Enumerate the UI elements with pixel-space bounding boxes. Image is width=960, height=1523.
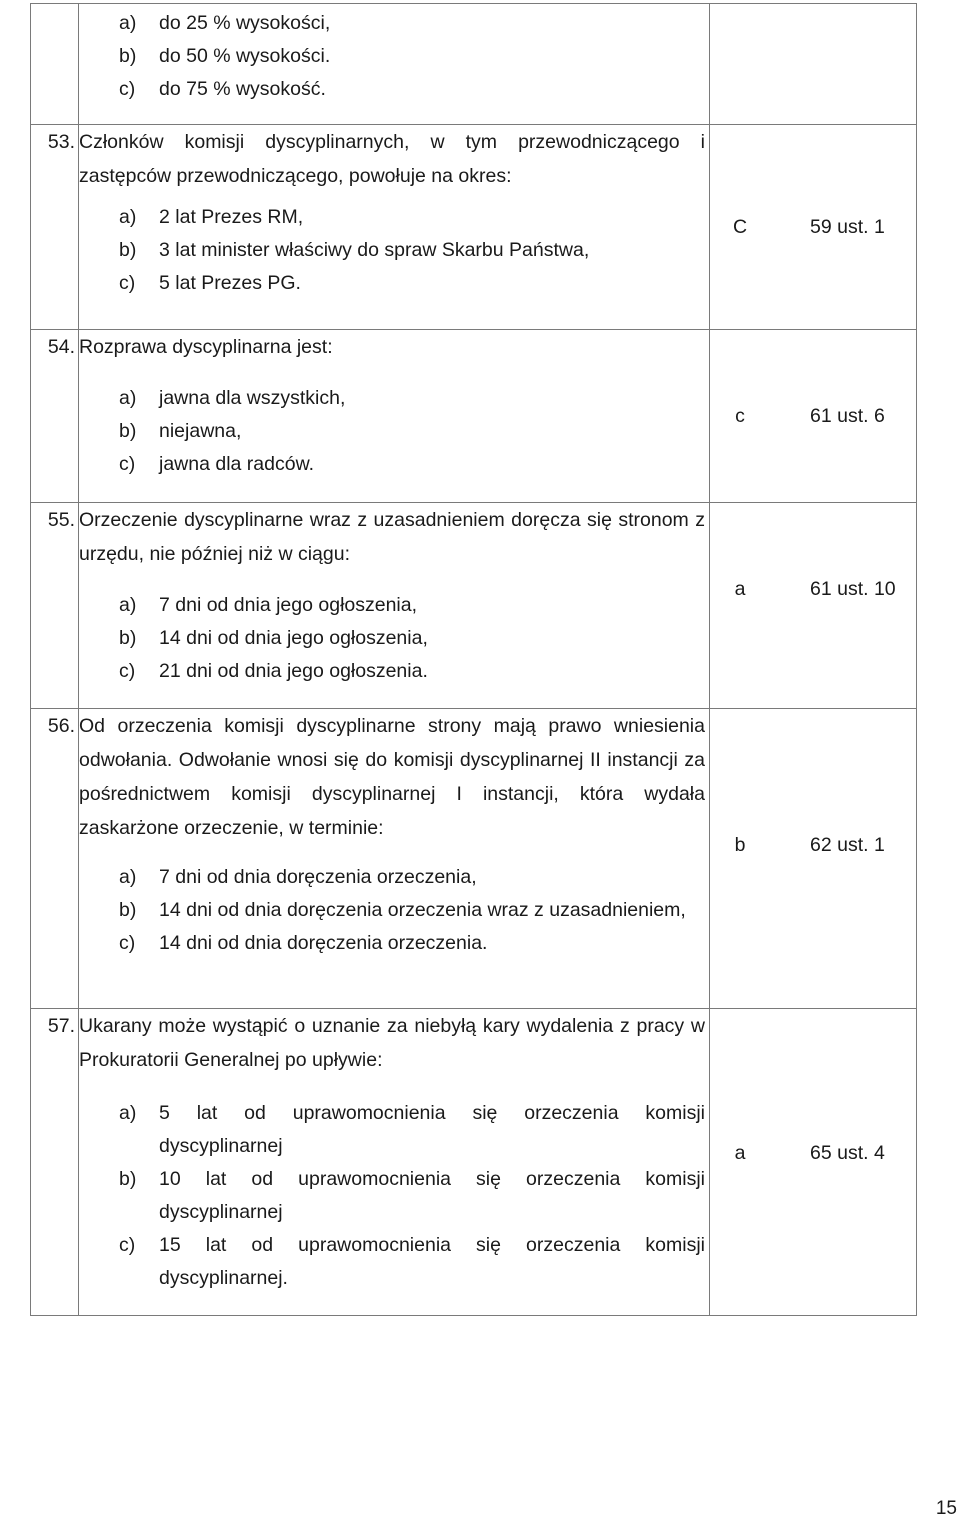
option-letter: b) (119, 420, 137, 442)
answer-reference: 61 ust. 6 (810, 404, 885, 427)
option-text: 14 dni od dnia doręczenia orzeczenia wraz z uzasadnieniem, (159, 899, 686, 921)
question-text: Orzeczenie dyscyplinarne wraz z uzasadnieniem doręcza się stronom z urzędu, nie później niż w ciągu: (79, 509, 705, 565)
list-item (79, 1229, 709, 1295)
option-text: 14 dni od dnia jego ogłoszenia, (159, 627, 428, 649)
option-letter: c) (119, 660, 136, 682)
answer-cell (710, 125, 917, 330)
table-row (31, 4, 917, 125)
list-item (79, 1097, 709, 1163)
option-text: 15 lat od uprawomocnienia się orzeczenia komisji dyscyplinarnej. (159, 1234, 705, 1289)
page-number: 15 (935, 1498, 957, 1519)
answer-key: a (734, 1142, 746, 1164)
option-letter: b) (119, 627, 137, 649)
question-number: 55. (47, 509, 75, 531)
question-cell (79, 709, 710, 1009)
table-row (31, 125, 917, 330)
option-letter: a) (119, 387, 137, 409)
question-number: 57. (47, 1015, 75, 1037)
option-text: 7 dni od dnia jego ogłoszenia, (159, 594, 418, 616)
question-cell (79, 330, 710, 503)
number-cell (31, 330, 79, 503)
option-letter: b) (119, 45, 137, 67)
question-cell (79, 4, 710, 125)
option-text: do 25 % wysokości, (159, 12, 331, 34)
question-number: 56. (47, 715, 75, 737)
list-item (79, 234, 709, 267)
question-text: Członków komisji dyscyplinarnych, w tym przewodniczącego i zastępców przewodniczącego, powołuje na okres: (79, 131, 705, 187)
list-item (79, 448, 709, 481)
answer-reference: 62 ust. 1 (810, 834, 885, 856)
answer-key: a (734, 578, 746, 600)
option-letter: b) (119, 1168, 137, 1190)
option-text: 7 dni od dnia doręczenia orzeczenia, (159, 866, 477, 888)
question-text: Od orzeczenia komisji dyscyplinarne strony mają prawo wniesienia odwołania. Odwołanie wnosi się do komisji dyscyplinarnej II instancji za pośrednictwem komisji dyscyplinarnej I instancji, która wydała zaskarżone orzeczenie, w terminie: (79, 715, 705, 839)
list-item (79, 40, 709, 73)
option-text: do 75 % wysokość. (159, 78, 326, 100)
question-cell (79, 503, 710, 709)
list-item (79, 655, 709, 688)
option-text: do 50 % wysokości. (159, 45, 331, 67)
answer-cell (710, 1009, 917, 1316)
option-text: 5 lat Prezes PG. (159, 272, 301, 294)
answer-reference: 59 ust. 1 (810, 215, 885, 238)
answer-reference: 65 ust. 4 (810, 1142, 885, 1164)
question-number: 54. (47, 336, 75, 358)
option-letter: b) (119, 239, 137, 261)
question-text: Ukarany może wystąpić o uznanie za niebyłą kary wydalenia z pracy w Prokuratorii Generalnej po upływie: (79, 1015, 705, 1071)
table-row (31, 330, 917, 503)
list-item (79, 622, 709, 655)
table-row (31, 503, 917, 709)
options-list (79, 1077, 709, 1295)
option-text: 10 lat od uprawomocnienia się orzeczenia komisji dyscyplinarnej (159, 1168, 705, 1223)
option-letter: c) (119, 1234, 136, 1256)
options-list (79, 845, 709, 960)
list-item (79, 415, 709, 448)
option-letter: a) (119, 866, 137, 888)
list-item (79, 201, 709, 234)
option-text: 5 lat od uprawomocnienia się orzeczenia komisji dyscyplinarnej (159, 1102, 705, 1157)
answer-cell (710, 503, 917, 709)
table-row (31, 1009, 917, 1316)
option-letter: a) (119, 12, 137, 34)
answer-cell (710, 330, 917, 503)
option-text: niejawna, (159, 420, 242, 442)
answer-key: b (734, 834, 746, 856)
number-cell (31, 709, 79, 1009)
answer-reference: 61 ust. 10 (810, 578, 896, 600)
answer-key: c (735, 404, 745, 427)
options-list (79, 571, 709, 688)
option-letter: c) (119, 272, 136, 294)
question-cell (79, 125, 710, 330)
list-item (79, 73, 709, 106)
option-text: 3 lat minister właściwy do spraw Skarbu Państwa, (159, 239, 590, 261)
option-text: 2 lat Prezes RM, (159, 206, 304, 228)
option-text: jawna dla wszystkich, (159, 387, 346, 409)
list-item (79, 267, 709, 300)
number-cell (31, 503, 79, 709)
list-item (79, 861, 709, 894)
list-item (79, 1163, 709, 1229)
list-item (79, 589, 709, 622)
options-list (79, 364, 709, 481)
option-letter: c) (119, 453, 136, 475)
number-cell (31, 125, 79, 330)
question-text: Rozprawa dyscyplinarna jest: (79, 336, 333, 358)
answer-key: C (732, 215, 748, 238)
options-list (79, 193, 709, 300)
option-letter: c) (119, 78, 136, 100)
list-item (79, 927, 709, 960)
list-item (79, 382, 709, 415)
questions-table (30, 3, 917, 1316)
option-text: 21 dni od dnia jego ogłoszenia. (159, 660, 428, 682)
table-row (31, 709, 917, 1009)
option-letter: c) (119, 932, 136, 954)
question-number: 53. (47, 131, 75, 153)
list-item (79, 894, 709, 927)
option-text: 14 dni od dnia doręczenia orzeczenia. (159, 932, 488, 954)
option-letter: a) (119, 206, 137, 228)
number-cell (31, 1009, 79, 1316)
answer-cell (710, 4, 917, 125)
option-letter: a) (119, 594, 137, 616)
option-letter: a) (119, 1102, 137, 1124)
number-cell (31, 4, 79, 125)
option-letter: b) (119, 899, 137, 921)
options-list (79, 4, 709, 106)
list-item (79, 7, 709, 40)
answer-cell (710, 709, 917, 1009)
option-text: jawna dla radców. (159, 453, 315, 475)
question-cell (79, 1009, 710, 1316)
